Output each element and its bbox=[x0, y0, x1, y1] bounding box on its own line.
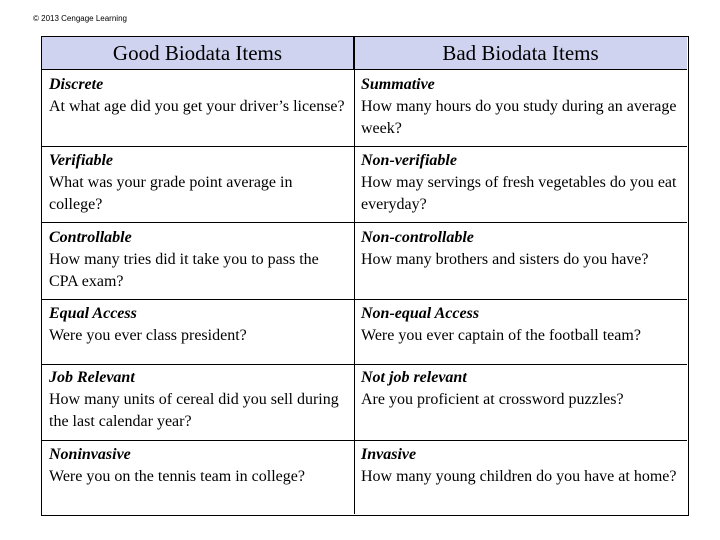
header-good-biodata: Good Biodata Items bbox=[42, 37, 354, 69]
row-divider bbox=[42, 364, 687, 365]
bad-trait: Summative bbox=[361, 76, 435, 93]
good-trait: Job Relevant bbox=[49, 369, 135, 386]
bad-question: How many brothers and sisters do you have? bbox=[361, 251, 649, 268]
table-row-5-good-cell bbox=[49, 367, 349, 433]
copyright-notice: © 2013 Cengage Learning bbox=[33, 14, 127, 23]
row-divider bbox=[42, 222, 687, 223]
bad-trait: Invasive bbox=[361, 446, 417, 463]
bad-trait: Non-verifiable bbox=[361, 152, 457, 169]
good-question: How many units of cereal did you sell during the last calendar year? bbox=[49, 391, 339, 430]
bad-trait: Not job relevant bbox=[361, 369, 467, 386]
good-question: How many tries did it take you to pass the CPA exam? bbox=[49, 251, 319, 290]
good-question: What was your grade point average in college? bbox=[49, 174, 293, 213]
table-row-4-bad-cell bbox=[361, 303, 686, 347]
good-trait: Controllable bbox=[49, 229, 132, 246]
bad-question: Are you proficient at crossword puzzles? bbox=[361, 391, 624, 408]
good-question: Were you ever class president? bbox=[49, 327, 247, 344]
row-divider bbox=[42, 440, 687, 441]
bad-question: How may servings of fresh vegetables do you eat everyday? bbox=[361, 174, 677, 213]
row-divider bbox=[42, 146, 687, 147]
table-row-1-bad-cell bbox=[361, 74, 686, 140]
good-trait: Equal Access bbox=[49, 305, 137, 322]
table-row-4-good-cell bbox=[49, 303, 349, 347]
table-row-1-good-cell bbox=[49, 74, 349, 118]
good-trait: Noninvasive bbox=[49, 446, 131, 463]
table-row-6-good-cell bbox=[49, 444, 349, 488]
row-divider bbox=[42, 299, 687, 300]
header-bad-biodata: Bad Biodata Items bbox=[354, 37, 687, 69]
table-row-3-bad-cell bbox=[361, 227, 686, 271]
bad-question: How many young children do you have at home? bbox=[361, 468, 677, 485]
table-row-2-bad-cell bbox=[361, 150, 686, 216]
row-divider bbox=[42, 69, 687, 70]
bad-question: How many hours do you study during an average week? bbox=[361, 98, 677, 137]
good-question: Were you on the tennis team in college? bbox=[49, 468, 305, 485]
table-row-3-good-cell bbox=[49, 227, 349, 293]
table-row-5-bad-cell bbox=[361, 367, 686, 411]
good-trait: Discrete bbox=[49, 76, 104, 93]
biodata-table bbox=[41, 36, 689, 516]
bad-trait: Non-controllable bbox=[361, 229, 474, 246]
bad-trait: Non-equal Access bbox=[361, 305, 480, 322]
table-row-6-bad-cell bbox=[361, 444, 686, 488]
good-trait: Verifiable bbox=[49, 152, 113, 169]
good-question: At what age did you get your driver’s license? bbox=[49, 98, 345, 115]
bad-question: Were you ever captain of the football team? bbox=[361, 327, 641, 344]
column-divider bbox=[354, 37, 355, 514]
table-row-2-good-cell bbox=[49, 150, 349, 216]
